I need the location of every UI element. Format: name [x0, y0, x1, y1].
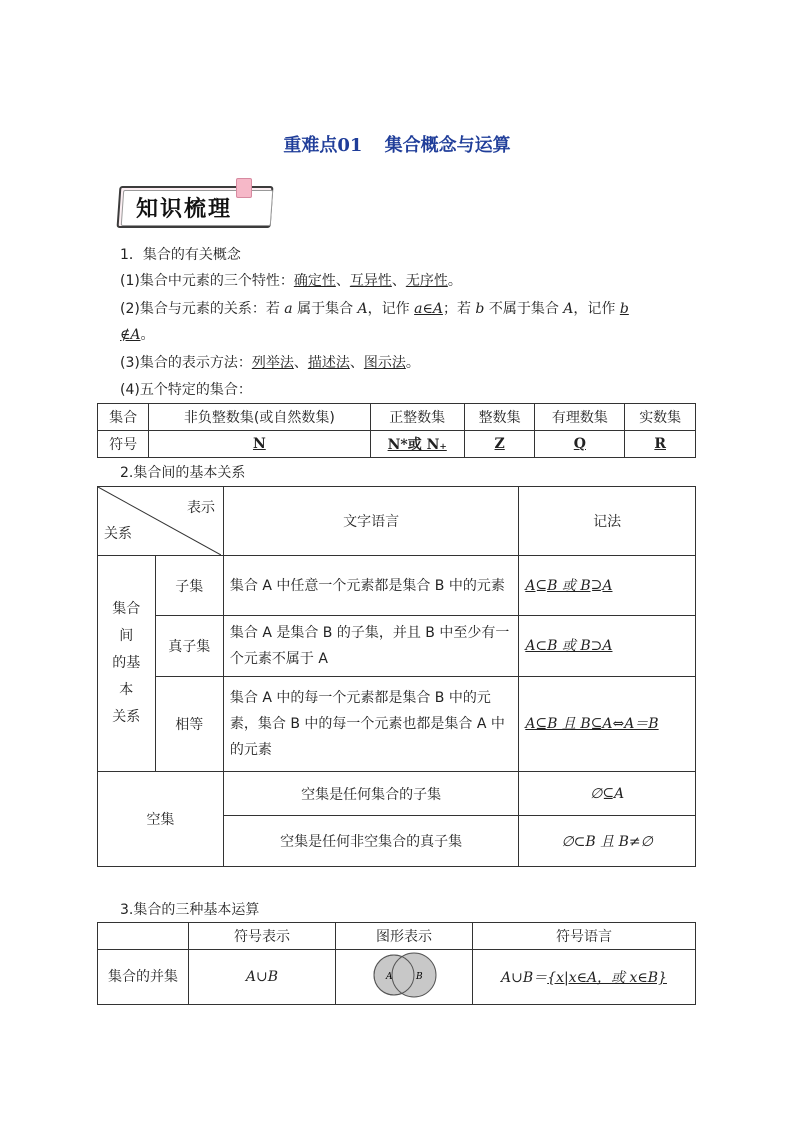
venn-label-a: A [386, 972, 393, 982]
table-cell: 图形表示 [336, 923, 473, 950]
table-cell: A∪B [189, 950, 336, 1005]
table-row [98, 487, 696, 556]
text: 无序性 [405, 273, 448, 289]
clip-icon [236, 178, 252, 198]
table-row [98, 431, 696, 458]
table-cell: 文字语言 [223, 487, 518, 556]
sec2-heading: 2.集合间的基本关系 [120, 465, 246, 481]
text: 列举法 [251, 355, 294, 371]
text: 的基 [112, 655, 141, 671]
table-cell: Z [464, 431, 535, 458]
table-cell: 非负整数集(或自然数集) [149, 404, 370, 431]
text: b [619, 301, 629, 317]
diag-bottom-label: 关系 [104, 526, 132, 542]
table-cell: 符号语言 [473, 923, 696, 950]
text: 关系 [112, 709, 141, 725]
text: 互异性 [349, 273, 392, 289]
table-cell: A⊆B 且 B⊆A⇔A＝B [519, 677, 696, 772]
diag-top-label: 表示 [187, 500, 215, 516]
text: {x|x∈A，或 x∈B} [547, 970, 667, 986]
sec3-heading: 3.集合的三种基本运算 [120, 902, 260, 918]
text: 间 [119, 628, 134, 644]
page-title [0, 131, 794, 157]
text: A∪B＝ [501, 970, 548, 986]
text: 、 [293, 355, 308, 371]
table-row [98, 950, 696, 1005]
table-cell: 真子集 [155, 616, 223, 677]
table-row [98, 677, 696, 772]
text: ，记作 [573, 301, 620, 317]
diagonal-header [98, 487, 221, 555]
table-cell: 实数集 [625, 404, 696, 431]
table-cell: ∅⊂B 且 B≠∅ [519, 816, 696, 867]
table-cell: R [625, 431, 696, 458]
text: 、 [349, 355, 364, 371]
table-cell: 集合 [98, 404, 149, 431]
text: 本 [119, 682, 134, 698]
sec1-line3 [120, 324, 154, 344]
title-part2: 集合概念与运算 [384, 135, 511, 156]
table-cell: 记法 [519, 487, 696, 556]
text: a [284, 301, 293, 317]
table-cell: 整数集 [464, 404, 535, 431]
venn-cell [336, 950, 473, 1005]
text: A [563, 301, 574, 317]
table-cell: 集合的并集 [98, 950, 189, 1005]
sec1-line5: (4)五个特定的集合： [120, 382, 252, 398]
text: 确定性 [293, 273, 336, 289]
table-cell: 集合 A 是集合 B 的子集，并且 B 中至少有一个元素不属于 A [223, 616, 518, 677]
text: ∉A [120, 327, 141, 343]
table-cell [98, 923, 189, 950]
text: 。 [140, 327, 155, 343]
text: 。 [447, 273, 462, 289]
table-cell: A⊂B 或 B⊃A [519, 616, 696, 677]
text: 。 [405, 355, 420, 371]
text: A [357, 301, 368, 317]
text: (2)集合与元素的关系：若 [120, 301, 285, 317]
table-row [98, 772, 696, 816]
union-venn-diagram [364, 951, 444, 999]
text: 、 [335, 273, 350, 289]
table-cell: 正整数集 [370, 404, 464, 431]
table-cell: A⊆B 或 B⊇A [519, 556, 696, 616]
text: 不属于集合 [484, 301, 564, 317]
section-banner [118, 178, 276, 226]
text: 集合 [112, 601, 141, 617]
special-sets-table [97, 403, 696, 458]
table-cell: 相等 [155, 677, 223, 772]
table-row [98, 923, 696, 950]
sec1-line4 [120, 352, 420, 372]
title-part1: 重难点01 [283, 135, 363, 156]
table-cell: 有理数集 [535, 404, 625, 431]
table-cell: 空集是任何非空集合的真子集 [223, 816, 518, 867]
text: 属于集合 [292, 301, 358, 317]
text: b [475, 301, 485, 317]
venn-label-b: B [416, 972, 423, 982]
text: 图示法 [363, 355, 406, 371]
text: 、 [391, 273, 406, 289]
table-cell: N [149, 431, 370, 458]
table-cell: N*或 N₊ [370, 431, 464, 458]
text: 描述法 [307, 355, 350, 371]
sec1-heading: 1．集合的有关概念 [120, 247, 241, 263]
table-row [98, 616, 696, 677]
text: (3)集合的表示方法： [120, 355, 252, 371]
text: a∈A [414, 301, 443, 317]
table-cell: Q [535, 431, 625, 458]
table-cell: 集合 A 中的每一个元素都是集合 B 中的元素，集合 B 中的每一个元素也都是集合 A 中的元素 [223, 677, 518, 772]
banner-label: 知识梳理 [136, 196, 233, 222]
text: ，记作 [367, 301, 415, 317]
table-cell: 符号表示 [189, 923, 336, 950]
table-row [98, 404, 696, 431]
table-cell [473, 950, 696, 1005]
text: (1)集合中元素的三个特性： [120, 273, 294, 289]
operations-table [97, 922, 696, 1005]
sec1-line1 [120, 270, 462, 290]
table-cell: 空集 [98, 772, 224, 867]
sec1-line2 [120, 298, 629, 318]
text: ；若 [442, 301, 476, 317]
table-cell: 子集 [155, 556, 223, 616]
table-cell: 空集是任何集合的子集 [223, 772, 518, 816]
table-cell: 集合 A 中任意一个元素都是集合 B 中的元素 [223, 556, 518, 616]
table-cell: 符号 [98, 431, 149, 458]
table-cell: ∅⊆A [519, 772, 696, 816]
diagonal-header-cell [98, 487, 224, 556]
relations-table [97, 486, 696, 867]
group-label [98, 556, 156, 772]
table-row [98, 556, 696, 616]
